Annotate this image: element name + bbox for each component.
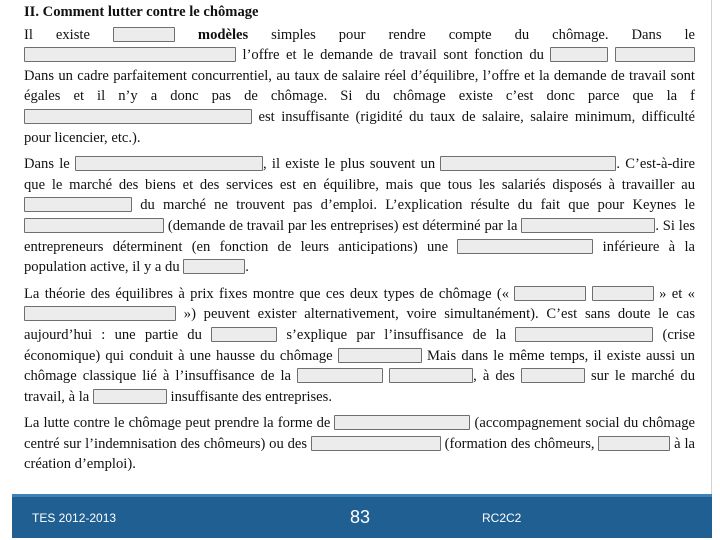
p2-text-b: , il existe le plus souvent un [263,156,436,173]
text-body [24,2,695,481]
p4-text-d: à la création d’emploi). [24,435,695,473]
p3-text-i: insuffisante des entreprises. [170,388,332,405]
blank-field [75,156,263,171]
p1-text-f: Dans un cadre parfaitement concurrentiel, au taux de salaire réel d’équilibre, l’offre et la demande de travail sont égales et il n’y a donc pas de chômage. Si du chômage existe c’est donc parce que la f [24,67,695,105]
blank-field [113,27,175,42]
p4-text-a: La lutte contre le chômage peut prendre la forme de [24,415,331,432]
p3-text-f: Mais dans le même temps, il existe aussi un chômage classique lié à l’insuffisance de la [24,347,695,385]
p3-text-a: La théorie des équilibres à prix fixes montre que ces deux types de chômage (« [24,285,515,302]
section-heading: II. Comment lutter contre le chômage [24,4,259,20]
page-number: 83 [350,507,371,527]
paragraph-1 [24,25,695,149]
blank-field [311,436,441,451]
p2-text-g: inférieure à la population active, il y a du [24,238,695,276]
paragraph-3 [24,284,695,408]
p1-text-g: est insuffisante (rigidité du taux de salaire, salaire minimum, difficulté pour licencier, etc.). [24,108,696,146]
blank-field [521,218,655,233]
paragraph-4 [24,413,695,475]
blank-field [338,348,422,363]
blank-field [615,47,695,62]
p3-text-h: sur le marché du travail, à la [24,368,696,405]
footer-chapter: RC2C2 [482,511,522,525]
p1-text-b: modèles [197,26,249,43]
blank-field [515,327,653,342]
p1-text-c: simples pour rendre compte du chômage. [271,26,609,43]
blank-field [521,368,585,383]
p2-text-d: du marché ne trouvent pas d’emploi. L’explication résulte du fait que pour Keynes le [140,197,695,214]
blank-field [24,109,252,124]
p2-text-a: Dans le [24,156,70,173]
p1-text-d: Dans le [631,26,695,43]
p4-text-c: (formation des chômeurs, [444,435,595,452]
blank-field [24,197,132,212]
blank-field [334,415,470,430]
blank-field [297,368,383,383]
paragraph-2 [24,154,695,278]
p1-text-a: Il existe [24,26,90,43]
blank-field [93,389,167,404]
p3-text-g: , à des [473,368,515,385]
blank-field [24,218,164,233]
p2-text-h: . [245,259,249,276]
p1-text-e: l’offre et le demande de travail sont fonction du [242,47,544,64]
blank-field [24,306,176,321]
blank-field [183,259,245,274]
footer-course: TES 2012-2013 [32,511,117,525]
blank-field [211,327,277,342]
p3-text-b: » et « [659,285,695,302]
blank-field [389,368,473,383]
blank-field [592,286,654,301]
blank-field [514,286,586,301]
p2-text-e: (demande de travail par les entreprises) est déterminé par la [167,217,518,234]
blank-field [24,47,236,62]
p3-text-e: (crise économique) qui conduit à une hausse du chômage [24,326,695,364]
blank-field [550,47,608,62]
footer-bar [12,494,712,538]
blank-field [440,156,616,171]
p3-text-c: ») peuvent exister alternativement, voire simultanément). C’est sans doute le cas aujourd’hui : une partie du [24,306,695,343]
p2-text-c: . C’est-à-dire que le marché des biens et des services est en équilibre, mais que tous les salariés disposés à travailler au [24,156,695,193]
blank-field [598,436,670,451]
p2-text-f: . Si les entrepreneurs déterminent (en fonction de leurs anticipations) une [24,217,695,255]
blank-field [457,239,593,254]
p3-text-d: s’explique par l’insuffisance de la [286,326,507,343]
p4-text-b: (accompagnement social du chômage centré sur l’indemnisation des chômeurs) ou des [24,415,695,452]
